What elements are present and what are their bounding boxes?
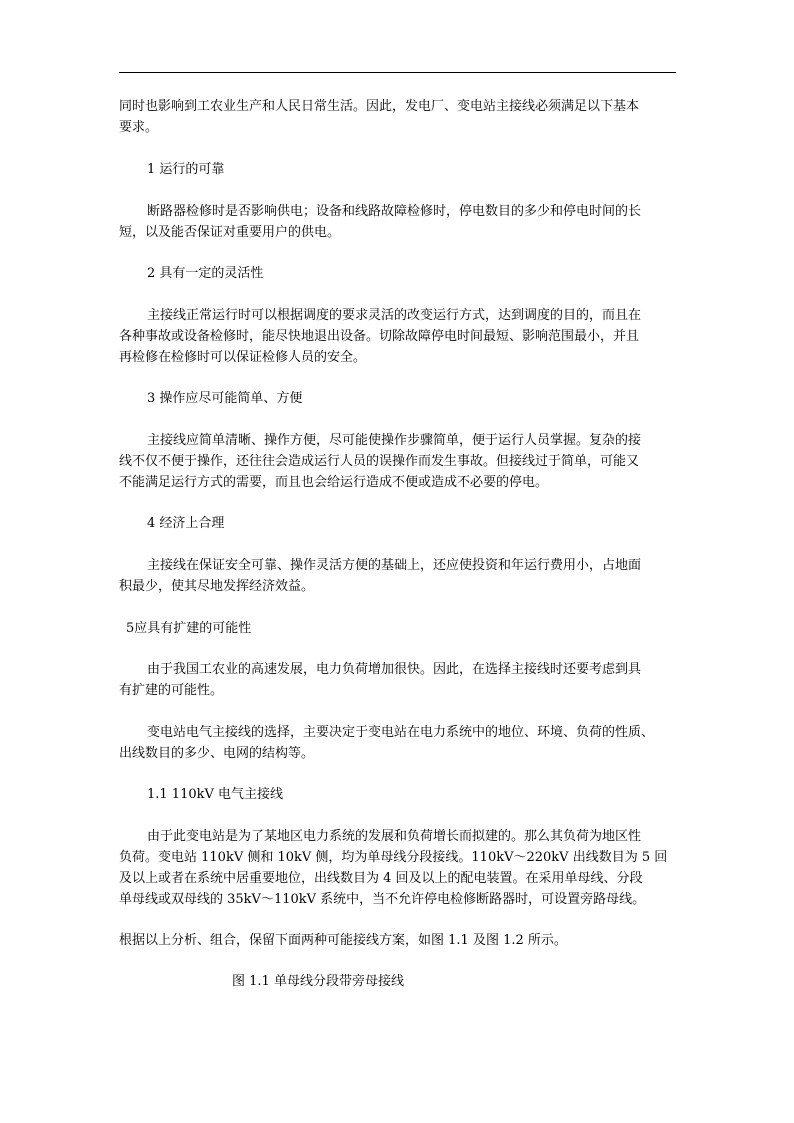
- text-line: 由于我国工农业的高速发展，电力负荷增加很快。因此，在选择主接线时还要考虑到具: [147, 662, 642, 677]
- text-line: 主接线应简单清晰、操作方便，尽可能使操作步骤简单，便于运行人员掌握。复杂的接: [147, 433, 642, 448]
- section-heading: 3 操作应尽可能简单、方便: [147, 391, 303, 406]
- header-rule: [119, 72, 676, 73]
- section-heading: 4 经济上合理: [147, 516, 225, 531]
- text-line: 单母线或双母线的 35kV～110kV 系统中，当不允许停电检修断路器时，可设置旁路母线。: [119, 892, 646, 907]
- text-line: 断路器检修时是否影响供电；设备和线路故障检修时，停电数目的多少和停电时间的长: [147, 204, 642, 219]
- text-line: 有扩建的可能性。: [119, 683, 224, 698]
- figure-caption: 图 1.1 单母线分段带旁母接线: [232, 974, 404, 989]
- text-line: 短，以及能否保证对重要用户的供电。: [119, 225, 341, 240]
- text-line: 不能满足运行方式的需要，而且也会给运行造成不便或造成不必要的停电。: [119, 475, 549, 490]
- text-line: 各种事故或设备检修时，能尽快地退出设备。切除故障停电时间最短、影响范围最小，并且: [119, 329, 640, 344]
- text-line: 积最少，使其尽地发挥经济效益。: [119, 579, 315, 594]
- text-line: 负荷。变电站 110kV 侧和 10kV 侧，均为单母线分段接线。110kV～220kV 出线数目为 5 回: [119, 850, 668, 865]
- text-line: 要求。: [119, 120, 159, 135]
- text-line: 出线数目的多少、电网的结构等。: [119, 746, 315, 761]
- text-line: 线不仅不便于操作，还往往会造成运行人员的误操作而发生事故。但接线过于简单，可能又: [119, 454, 640, 469]
- text-line: 同时也影响到工农业生产和人民日常生活。因此，发电厂、变电站主接线必须满足以下基本: [119, 99, 640, 114]
- text-line: 及以上或者在系统中居重要地位，出线数目为 4 回及以上的配电装置。在采用单母线、分段: [119, 871, 643, 886]
- section-heading: 1.1 110kV 电气主接线: [147, 787, 284, 802]
- section-heading: 5应具有扩建的可能性: [126, 621, 252, 636]
- text-line: 主接线在保证安全可靠、操作灵活方便的基础上，还应使投资和年运行费用小，占地面: [147, 558, 642, 573]
- section-heading: 1 运行的可靠: [147, 162, 225, 177]
- section-heading: 2 具有一定的灵活性: [147, 266, 264, 281]
- text-line: 主接线正常运行时可以根据调度的要求灵活的改变运行方式，达到调度的目的，而且在: [147, 308, 642, 323]
- text-line: 根据以上分析、组合，保留下面两种可能接线方案，如图 1.1 及图 1.2 所示。: [119, 933, 567, 948]
- text-line: 再检修在检修时可以保证检修人员的安全。: [119, 350, 367, 365]
- text-line: 由于此变电站是为了某地区电力系统的发展和负荷增长而拟建的。那么其负荷为地区性: [147, 829, 642, 844]
- text-line: 变电站电气主接线的选择，主要决定于变电站在电力系统中的地位、环境、负荷的性质、: [147, 725, 655, 740]
